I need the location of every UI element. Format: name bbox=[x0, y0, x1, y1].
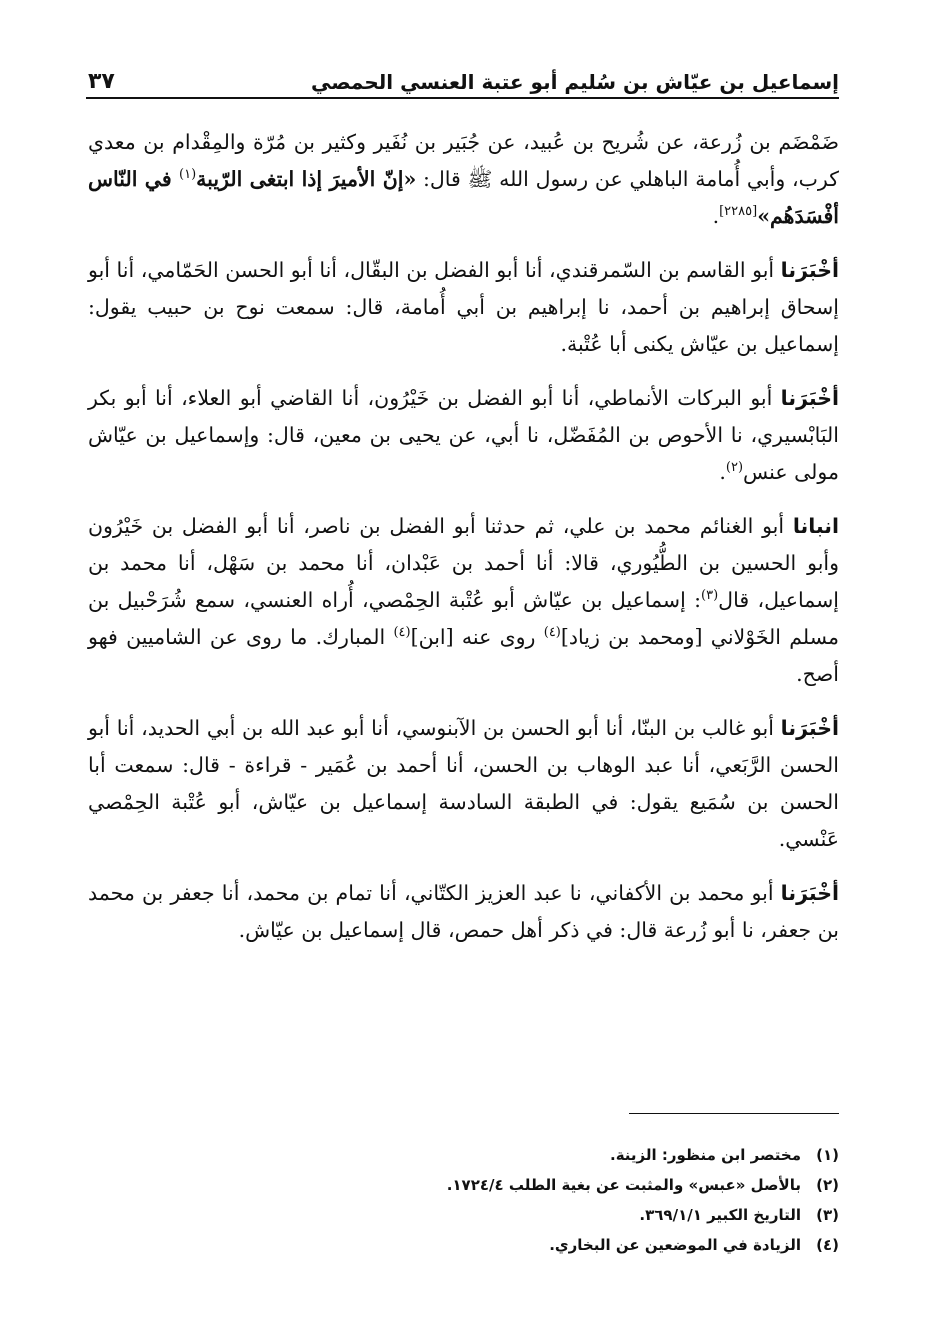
footnote-text: الزيادة في الموضعين عن البخاري. bbox=[549, 1236, 801, 1254]
footnote bbox=[88, 1170, 839, 1200]
text-run: روى عنه [ابن] bbox=[410, 625, 544, 649]
opening-keyword: أخْبَرَنا bbox=[780, 258, 839, 282]
header-rule bbox=[86, 97, 839, 99]
paragraph bbox=[88, 380, 839, 491]
paragraph bbox=[88, 508, 839, 693]
footnote-number: (١) bbox=[816, 1146, 839, 1164]
footnote-number: (٢) bbox=[816, 1176, 839, 1194]
note-marker: (٤) bbox=[393, 625, 411, 641]
text-run: أبو البركات الأنماطي، أنا أبو الفضل بن خَيْرُون، أنا القاضي أبو العلاء، أنا أبو بكر البَابْسيري، نا الأحوص بن المُفَضّل، نا أبي، عن يحيى بن معين، قال: وإسماعيل بن عيّاش مولى عنس bbox=[88, 386, 839, 484]
text-run: أبو محمد بن الأكفاني، نا عبد العزيز الكتّاني، أنا تمام بن محمد، أنا جعفر بن محمد بن جعفر، نا أبو زُرعة قال: في ذكر أهل حمص، قال إسماعيل بن عيّاش. bbox=[88, 881, 839, 942]
footnote-text: بالأصل «عبس» والمثبت عن بغية الطلب ١٧٢٤/٤. bbox=[446, 1176, 801, 1194]
footnote-text: مختصر ابن منظور: الزينة. bbox=[610, 1146, 801, 1164]
text-run: أبو الغنائم محمد بن علي، ثم حدثنا أبو الفضل بن ناصر، أنا أبو الفضل بن خَيْرُون وأبو الحسين بن الطُّيُوري، قالا: أنا أحمد بن عَبْدان، أنا محمد بن سَهْل، أنا محمد بن إسماعيل، قال bbox=[88, 514, 839, 612]
text-run: : إسماعيل بن عيّاش أبو عُتْبة الحِمْصي، أُراه العنسي، سمع شُرَحْبيل بن مسلم الخَوْلاني [ومحمد بن زياد] bbox=[88, 588, 839, 649]
footnote bbox=[88, 1200, 839, 1230]
paragraph bbox=[88, 124, 839, 235]
hadith-quote: «إنّ الأميرَ إذا ابتغى الرّيبة bbox=[196, 167, 417, 191]
main-text bbox=[88, 124, 839, 966]
footnote-number: (٤) bbox=[816, 1236, 839, 1254]
note-marker: (٤) bbox=[543, 625, 561, 641]
footnote-rule bbox=[629, 1113, 839, 1114]
footnote-text: التاريخ الكبير ٣٦٩/١/١. bbox=[639, 1206, 801, 1224]
paragraph bbox=[88, 710, 839, 858]
footnote bbox=[88, 1140, 839, 1170]
opening-keyword: أخْبَرَنا bbox=[780, 881, 839, 905]
footnote bbox=[88, 1230, 839, 1260]
text-run: . bbox=[712, 204, 720, 228]
text-run: . bbox=[719, 460, 726, 484]
text-run: المبارك. ما روى عن الشاميين فهو أصح. bbox=[88, 625, 839, 686]
footnote-number: (٣) bbox=[816, 1206, 839, 1224]
page-number: ٣٧ bbox=[88, 69, 115, 94]
running-head: إسماعيل بن عيّاش بن سُليم أبو عتبة العنسي الحمصي bbox=[310, 70, 839, 94]
note-marker: (١) bbox=[179, 167, 197, 183]
note-marker: [٢٢٨٥] bbox=[719, 204, 758, 220]
opening-keyword: أخْبَرَنا bbox=[780, 716, 839, 740]
opening-keyword: أخْبَرَنا bbox=[780, 386, 839, 410]
text-run: ضَمْضَم بن زُرعة، عن شُريح بن عُبيد، عن جُبَير بن نُفَير وكثير بن مُرّة والمِقْدام بن معدي كرب، وأبي أُمامة الباهلي عن رسول الله ﷺ قال: bbox=[88, 130, 840, 191]
hadith-quote: في النّاس أفْسَدَهُم» bbox=[88, 167, 839, 228]
text-run: أبو غالب بن البنّا، أنا أبو الحسن بن الآبنوسي، أنا أبو عبد الله بن أبي الحديد، أنا أبو الحسن الرَّبَعي، أنا عبد الوهاب بن الحسن، أنا أحمد بن عُمَير - قراءة - قال: سمعت أبا الحسن بن سُمَيع يقول: في الطبقة السادسة إسماعيل بن عيّاش، أبو عُتْبة الحِمْصي عَنْسي. bbox=[88, 716, 839, 851]
note-marker: (٢) bbox=[725, 460, 744, 476]
paragraph bbox=[88, 875, 839, 949]
paragraph bbox=[88, 252, 839, 363]
text-run: أبو القاسم بن السّمرقندي، أنا أبو الفضل بن البقّال، أنا أبو الحسن الحَمّامي، أنا أبو إسحاق إبراهيم بن أحمد، نا إبراهيم بن أبي أُمامة، قال: سمعت نوح بن حبيب يقول: إسماعيل بن عيّاش يكنى أبا عُتْبة. bbox=[88, 258, 839, 356]
footnotes bbox=[88, 1140, 839, 1260]
page-header bbox=[88, 58, 839, 94]
note-marker: (٣) bbox=[701, 588, 719, 604]
opening-keyword: انبانا bbox=[792, 514, 839, 538]
